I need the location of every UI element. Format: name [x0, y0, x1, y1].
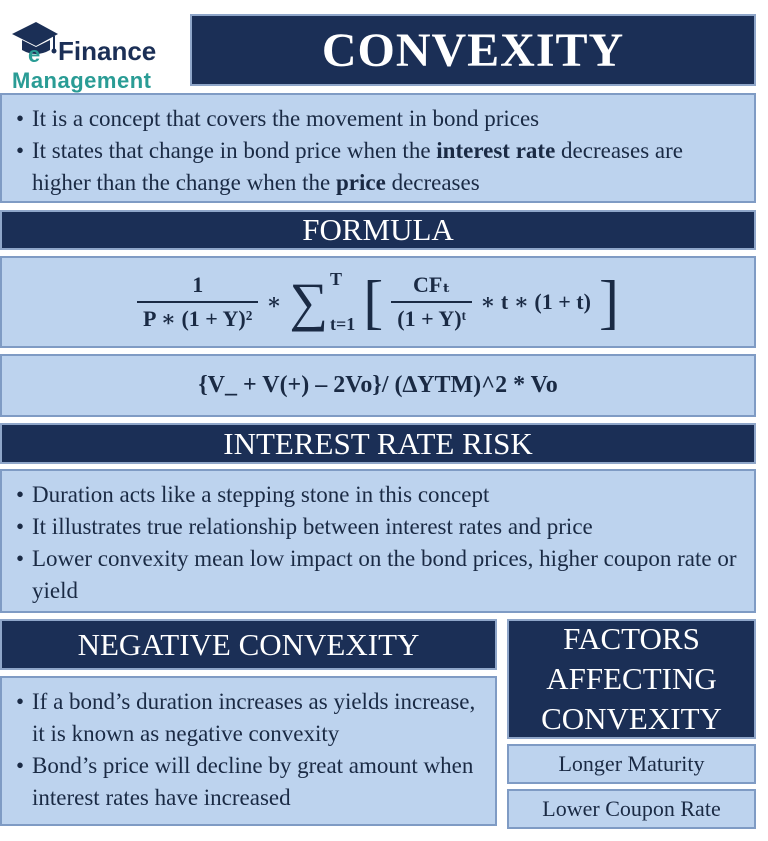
formula-tail: ∗ t ∗ (1 + t)	[480, 289, 591, 314]
neg-item-1: • If a bond’s duration increases as yields increase, it is known as negative convexity	[10, 686, 487, 750]
summation	[290, 269, 356, 335]
sigma-lower: t=1	[330, 314, 356, 334]
multiply-operator: ∗	[266, 289, 282, 314]
negative-convexity-heading: NEGATIVE CONVEXITY	[0, 619, 497, 670]
outer-denominator: P ∗ (1 + Y)²	[137, 301, 258, 332]
graduation-cap-icon	[10, 18, 60, 64]
intro-list	[10, 103, 746, 199]
sigma-upper: T	[330, 269, 343, 289]
right-bracket-icon: ]	[598, 269, 619, 335]
factor-item-1: Longer Maturity	[507, 744, 756, 784]
irr-item-3: • Lower convexity mean low impact on the bond prices, higher coupon rate or yield	[10, 543, 746, 607]
svg-text:e: e	[28, 42, 41, 64]
left-bracket-icon: [	[363, 269, 384, 335]
neg-item-2: • Bond’s price will decline by great amount when interest rates have increased	[10, 750, 487, 814]
negative-convexity-panel	[0, 676, 497, 826]
outer-numerator: 1	[192, 272, 204, 297]
sigma-icon: ∑	[289, 272, 329, 332]
factor-item-2: Lower Coupon Rate	[507, 789, 756, 829]
formula-2: {V_ + V(+) – 2Vo}/ (∆YTM)^2 * Vo	[0, 354, 756, 417]
factors-heading: FACTORS AFFECTING CONVEXITY	[507, 619, 756, 739]
intro-item-2-text: It states that change in bond price when the interest rate decreases are higher than the change when the price decreases	[32, 138, 683, 195]
page-title: CONVEXITY	[190, 14, 756, 86]
formula-heading: FORMULA	[0, 210, 756, 250]
inner-denominator: (1 + Y)ᵗ	[391, 301, 472, 332]
irr-item-2: • It illustrates true relationship between interest rates and price	[10, 511, 746, 543]
irr-item-1: • Duration acts like a stepping stone in this concept	[10, 479, 746, 511]
sigma-limits	[330, 269, 355, 335]
inner-numerator: CFₜ	[413, 272, 451, 297]
intro-item-2	[10, 135, 746, 199]
interest-rate-risk-panel	[0, 469, 756, 613]
logo-line1: Finance	[58, 36, 157, 66]
logo	[6, 14, 184, 93]
formula-1	[2, 258, 754, 346]
intro-panel	[0, 93, 756, 203]
inner-fraction	[391, 272, 472, 332]
formula-1-panel	[0, 256, 756, 348]
outer-fraction	[137, 272, 258, 332]
interest-rate-risk-list	[10, 479, 746, 607]
logo-line2: Management	[12, 68, 152, 93]
negative-convexity-list	[10, 686, 487, 814]
intro-item-1: • It is a concept that covers the movement in bond prices	[10, 103, 746, 135]
interest-rate-risk-heading: INTEREST RATE RISK	[0, 423, 756, 464]
